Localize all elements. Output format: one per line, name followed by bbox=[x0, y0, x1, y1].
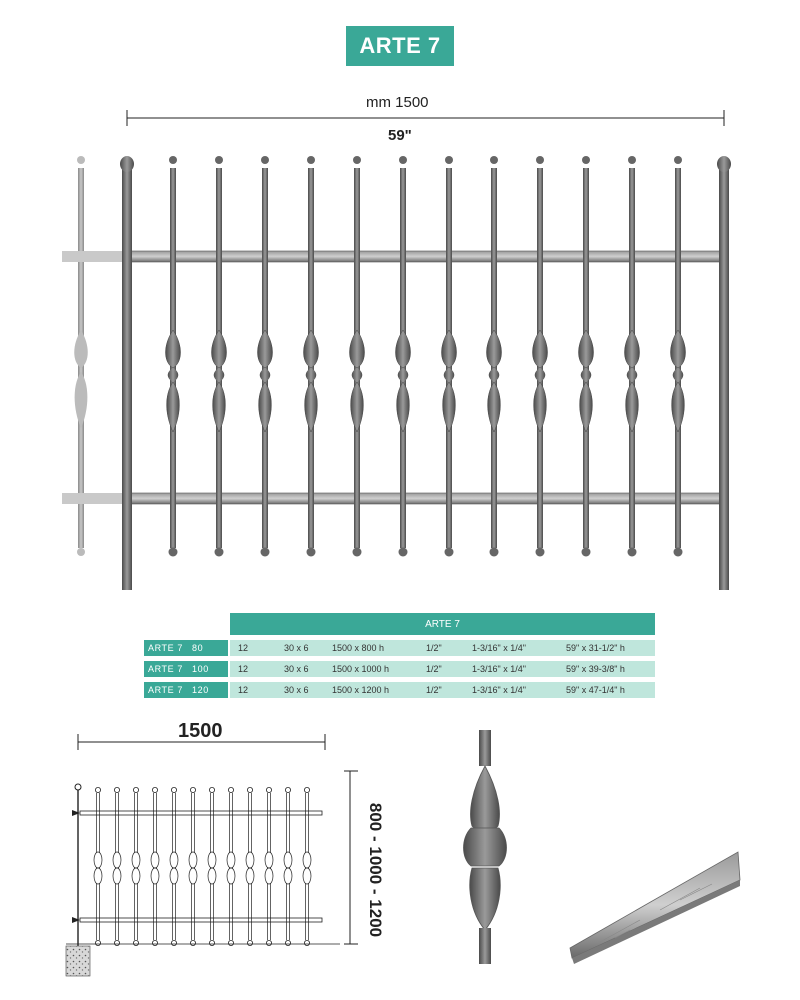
table-row bbox=[230, 661, 655, 677]
cell-size-in: 59" x 31-1/2" h bbox=[566, 643, 625, 653]
row-height-code: 100 bbox=[192, 664, 209, 674]
height-dimension-line bbox=[344, 771, 358, 944]
cell-flat-in: 1-3/16" x 1/4" bbox=[472, 685, 526, 695]
bottom-width-label: 1500 bbox=[178, 720, 223, 742]
spec-table-header: ARTE 7 bbox=[230, 613, 655, 635]
cell-bar: 12 bbox=[238, 685, 249, 695]
fence-line-drawing bbox=[66, 784, 340, 946]
cell-flat-in: 1-3/16" x 1/4" bbox=[472, 664, 526, 674]
ground-block bbox=[66, 946, 90, 976]
cell-flat-in: 1-3/16" x 1/4" bbox=[472, 643, 526, 653]
cell-bar-in: 1/2" bbox=[426, 643, 442, 653]
cell-size-in: 59" x 47-1/4" h bbox=[566, 685, 625, 695]
width-in-label: 59" bbox=[388, 127, 412, 144]
cell-bar: 12 bbox=[238, 643, 249, 653]
row-label-100 bbox=[144, 661, 228, 677]
cell-flat: 30 x 6 bbox=[284, 685, 309, 695]
height-options-text: 800 - 1000 - 1200 bbox=[366, 802, 385, 938]
top-dimension-line bbox=[127, 110, 724, 126]
cell-bar-in: 1/2" bbox=[426, 664, 442, 674]
table-row bbox=[230, 682, 655, 698]
cell-size-mm: 1500 x 800 h bbox=[332, 643, 385, 653]
end-post bbox=[122, 168, 132, 590]
baluster-detail bbox=[464, 730, 507, 964]
row-model: ARTE 7 bbox=[148, 643, 183, 653]
height-options-label bbox=[362, 800, 388, 940]
product-title: ARTE 7 bbox=[346, 26, 454, 66]
cell-flat: 30 x 6 bbox=[284, 643, 309, 653]
fence-panel bbox=[62, 156, 731, 590]
row-height-code: 80 bbox=[192, 643, 204, 653]
width-mm-label: mm 1500 bbox=[366, 94, 429, 111]
table-row bbox=[230, 640, 655, 656]
cell-bar: 12 bbox=[238, 664, 249, 674]
row-label-120 bbox=[144, 682, 228, 698]
row-model: ARTE 7 bbox=[148, 664, 183, 674]
cell-bar-in: 1/2" bbox=[426, 685, 442, 695]
row-height-code: 120 bbox=[192, 685, 209, 695]
flat-bar-detail bbox=[570, 852, 740, 964]
row-label-80 bbox=[144, 640, 228, 656]
cell-size-mm: 1500 x 1000 h bbox=[332, 664, 390, 674]
cell-flat: 30 x 6 bbox=[284, 664, 309, 674]
row-model: ARTE 7 bbox=[148, 685, 183, 695]
end-post bbox=[719, 168, 729, 590]
cell-size-mm: 1500 x 1200 h bbox=[332, 685, 390, 695]
cell-size-in: 59" x 39-3/8" h bbox=[566, 664, 625, 674]
